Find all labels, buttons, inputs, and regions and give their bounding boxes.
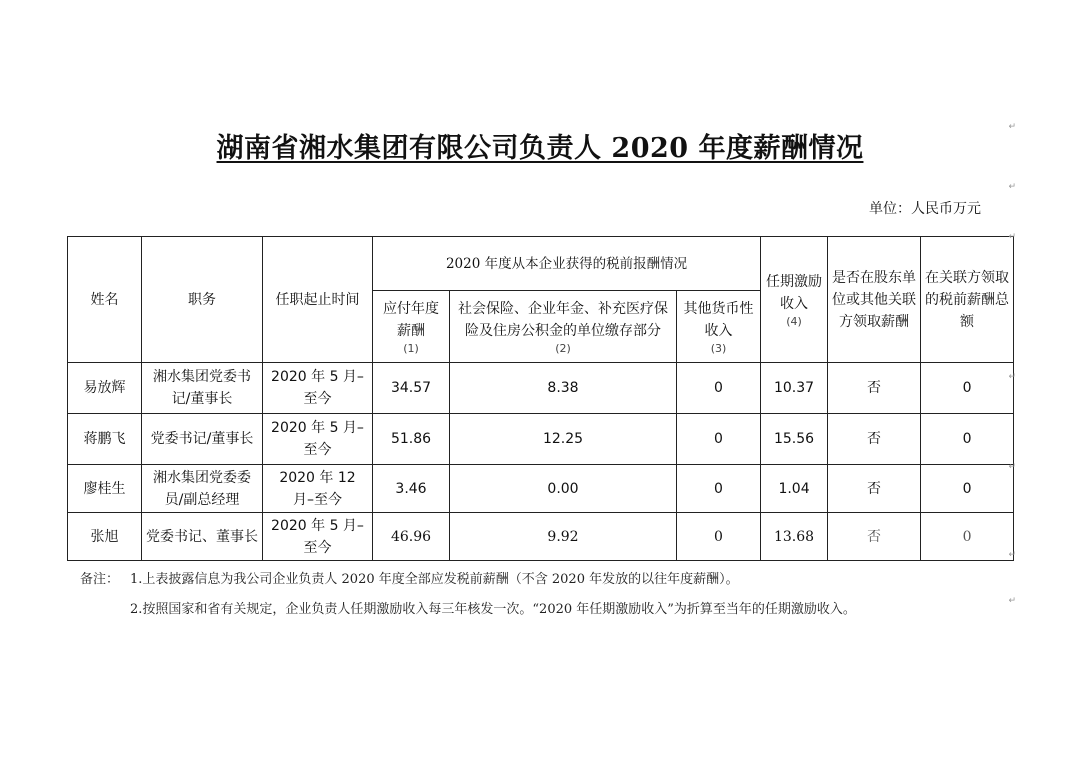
cell-related: 0 (921, 414, 1014, 465)
header-name: 姓名 (68, 237, 142, 363)
header-group: 2020 年度从本企业获得的税前报酬情况 (373, 237, 761, 291)
header-payable: 应付年度薪酬 (1) (373, 291, 450, 363)
table-row (68, 363, 1014, 414)
note-1: 备注： 1.上表披露信息为我公司企业负责人 2020 年度全部应发税前薪酬（不含 2020 年发放的以往年度薪酬）。 (80, 568, 739, 587)
cell-other: 0 (677, 465, 761, 513)
cell-position: 湘水集团党委委员/副总经理 (142, 465, 263, 513)
table-row (68, 465, 1014, 513)
salary-table (67, 236, 1014, 561)
cell-social: 12.25 (450, 414, 677, 465)
note-2: 2.按照国家和省有关规定，企业负责人任期激励收入每三年核发一次。“2020 年任期激励收入”为折算至当年的任期激励收入。 (130, 602, 856, 617)
cell-other: 0 (677, 363, 761, 414)
paragraph-mark-icon: ↵ (1008, 372, 1016, 382)
header-term: 任职起止时间 (263, 237, 373, 363)
paragraph-mark-icon: ↵ (1008, 462, 1016, 472)
cell-social: 0.00 (450, 465, 677, 513)
header-social: 社会保险、企业年金、补充医疗保险及住房公积金的单位缴存部分 (2) (450, 291, 677, 363)
cell-position: 党委书记、董事长 (142, 513, 263, 561)
cell-incentive: 15.56 (761, 414, 828, 465)
cell-other: 0 (677, 414, 761, 465)
notes-label: 备注： (80, 572, 120, 587)
cell-incentive: 13.68 (761, 513, 828, 561)
cell-payable: 46.96 (373, 513, 450, 561)
header-shareholder: 是否在股东单位或其他关联方领取薪酬 (828, 237, 921, 363)
cell-shareholder: 否 (828, 465, 921, 513)
paragraph-mark-icon: ↵ (1008, 550, 1016, 560)
cell-other: 0 (677, 513, 761, 561)
cell-shareholder: 否 (828, 513, 921, 561)
cell-payable: 3.46 (373, 465, 450, 513)
cell-name: 易放辉 (68, 363, 142, 414)
cell-position: 党委书记/董事长 (142, 414, 263, 465)
cell-payable: 34.57 (373, 363, 450, 414)
cell-social: 9.92 (450, 513, 677, 561)
cell-related: 0 (921, 363, 1014, 414)
cell-related: 0 (921, 513, 1014, 561)
page-title: 湖南省湘水集团有限公司负责人 2020 年度薪酬情况 (216, 133, 864, 164)
table-row (68, 513, 1014, 561)
table-row (68, 414, 1014, 465)
cell-term: 2020 年 5 月–至今 (263, 414, 373, 465)
cell-name: 张旭 (68, 513, 142, 561)
paragraph-mark-icon: ↵ (1008, 232, 1016, 242)
paragraph-mark-icon: ↵ (1008, 122, 1016, 132)
paragraph-mark-icon: ↵ (1008, 182, 1016, 192)
cell-related: 0 (921, 465, 1014, 513)
unit-label: 单位：人民币万元 (869, 201, 981, 217)
header-other: 其他货币性收入 (3) (677, 291, 761, 363)
cell-incentive: 10.37 (761, 363, 828, 414)
header-incentive: 任期激励收入 (4) (761, 237, 828, 363)
cell-incentive: 1.04 (761, 465, 828, 513)
cell-payable: 51.86 (373, 414, 450, 465)
cell-term: 2020 年 5 月–至今 (263, 513, 373, 561)
cell-social: 8.38 (450, 363, 677, 414)
header-position: 职务 (142, 237, 263, 363)
cell-shareholder: 否 (828, 414, 921, 465)
cell-term: 2020 年 12 月–至今 (263, 465, 373, 513)
cell-term: 2020 年 5 月–至今 (263, 363, 373, 414)
cell-name: 廖桂生 (68, 465, 142, 513)
cell-shareholder: 否 (828, 363, 921, 414)
cell-position: 湘水集团党委书记/董事长 (142, 363, 263, 414)
paragraph-mark-icon: ↵ (1008, 596, 1016, 606)
header-related: 在关联方领取的税前薪酬总额 (921, 237, 1014, 363)
cell-name: 蒋鹏飞 (68, 414, 142, 465)
